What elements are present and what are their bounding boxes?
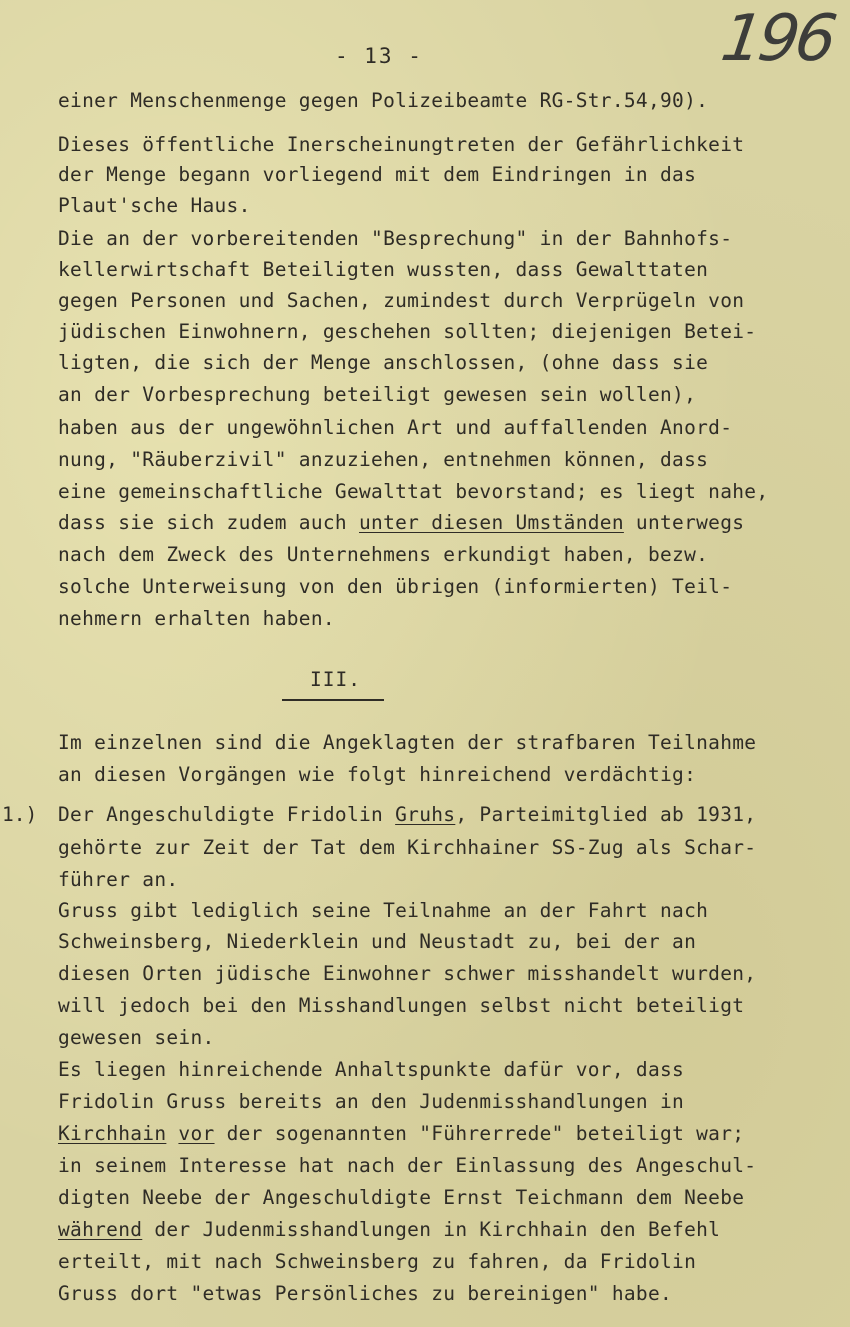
underlined-name: Gruhs <box>395 803 456 826</box>
list-item-marker: 1.) <box>2 803 38 826</box>
text-line: Schweinsberg, Niederklein und Neustadt zu, bei der an <box>58 930 697 953</box>
text-line: der Menge begann vorliegend mit dem Eindringen in das <box>58 163 697 186</box>
text-line: Gruss dort "etwas Persönliches zu bereinigen" habe. <box>58 1282 673 1305</box>
text-segment <box>166 1122 178 1145</box>
text-line: Die an der vorbereitenden "Besprechung" in der Bahnhofs- <box>58 227 733 250</box>
underlined-phrase: unter diesen Umständen <box>359 511 624 534</box>
handwritten-archive-number: 196 <box>716 2 838 76</box>
page-number: - 13 - <box>335 44 423 68</box>
underlined-word: vor <box>178 1122 215 1145</box>
text-line: solche Unterweisung von den übrigen (informierten) Teil- <box>58 575 733 598</box>
text-segment: dass sie sich zudem auch <box>58 511 359 534</box>
text-line: führer an. <box>58 868 179 891</box>
text-line: an diesen Vorgängen wie folgt hinreichend verdächtig: <box>58 763 697 786</box>
text-segment: , Parteimitglied ab 1931, <box>455 803 757 826</box>
text-line: Dieses öffentliche Inerscheinungtreten der Gefährlichkeit <box>58 133 745 156</box>
text-line: in seinem Interesse hat nach der Einlassung des Angeschul- <box>58 1154 757 1177</box>
text-line: ligten, die sich der Menge anschlossen, (ohne dass sie <box>58 351 709 374</box>
text-line: Im einzelnen sind die Angeklagten der strafbaren Teilnahme <box>58 731 757 754</box>
text-line: an der Vorbesprechung beteiligt gewesen sein wollen), <box>58 383 697 406</box>
text-line: Gruss gibt lediglich seine Teilnahme an der Fahrt nach <box>58 899 709 922</box>
text-line: nehmern erhalten haben. <box>58 607 335 630</box>
text-line: gewesen sein. <box>58 1026 215 1049</box>
text-line: haben aus der ungewöhnlichen Art und auffallenden Anord- <box>58 416 733 439</box>
text-line: gehörte zur Zeit der Tat dem Kirchhainer SS-Zug als Schar- <box>58 836 757 859</box>
text-line: Es liegen hinreichende Anhaltspunkte dafür vor, dass <box>58 1058 685 1081</box>
text-line: diesen Orten jüdische Einwohner schwer misshandelt wurden, <box>58 962 757 985</box>
text-line: erteilt, mit nach Schweinsberg zu fahren, da Fridolin <box>58 1250 697 1273</box>
text-segment: Der Angeschuldigte Fridolin <box>58 803 396 826</box>
text-line: einer Menschenmenge gegen Polizeibeamte RG-Str.54,90). <box>58 89 709 112</box>
text-line: Fridolin Gruss bereits an den Judenmisshandlungen in <box>58 1090 685 1113</box>
underlined-word: während <box>58 1218 143 1241</box>
text-line: Plaut'sche Haus. <box>58 194 251 217</box>
text-line: nung, "Räuberzivil" anzuziehen, entnehmen können, dass <box>58 448 709 471</box>
text-segment: der sogenannten "Führerrede" beteiligt war; <box>214 1122 745 1145</box>
text-segment: unterwegs <box>623 511 745 534</box>
text-line: eine gemeinschaftliche Gewalttat bevorstand; es liegt nahe, <box>58 480 769 503</box>
underlined-word: Kirchhain <box>58 1122 167 1145</box>
text-segment: der Judenmisshandlungen in Kirchhain den Befehl <box>142 1218 721 1241</box>
text-line <box>58 1218 720 1242</box>
text-line: digten Neebe der Angeschuldigte Ernst Teichmann dem Neebe <box>58 1186 745 1209</box>
text-line <box>58 511 744 535</box>
text-line: kellerwirtschaft Beteiligten wussten, dass Gewalttaten <box>58 258 709 281</box>
text-line <box>58 1122 744 1146</box>
section-heading-rule <box>282 699 384 701</box>
text-line: nach dem Zweck des Unternehmens erkundigt haben, bezw. <box>58 543 709 566</box>
text-line: gegen Personen und Sachen, zumindest durch Verprügeln von <box>58 289 745 312</box>
text-line: jüdischen Einwohnern, geschehen sollten; diejenigen Betei- <box>58 320 757 343</box>
section-heading: III. <box>310 668 361 691</box>
text-line <box>58 803 756 827</box>
text-line: will jedoch bei den Misshandlungen selbst nicht beteiligt <box>58 994 745 1017</box>
